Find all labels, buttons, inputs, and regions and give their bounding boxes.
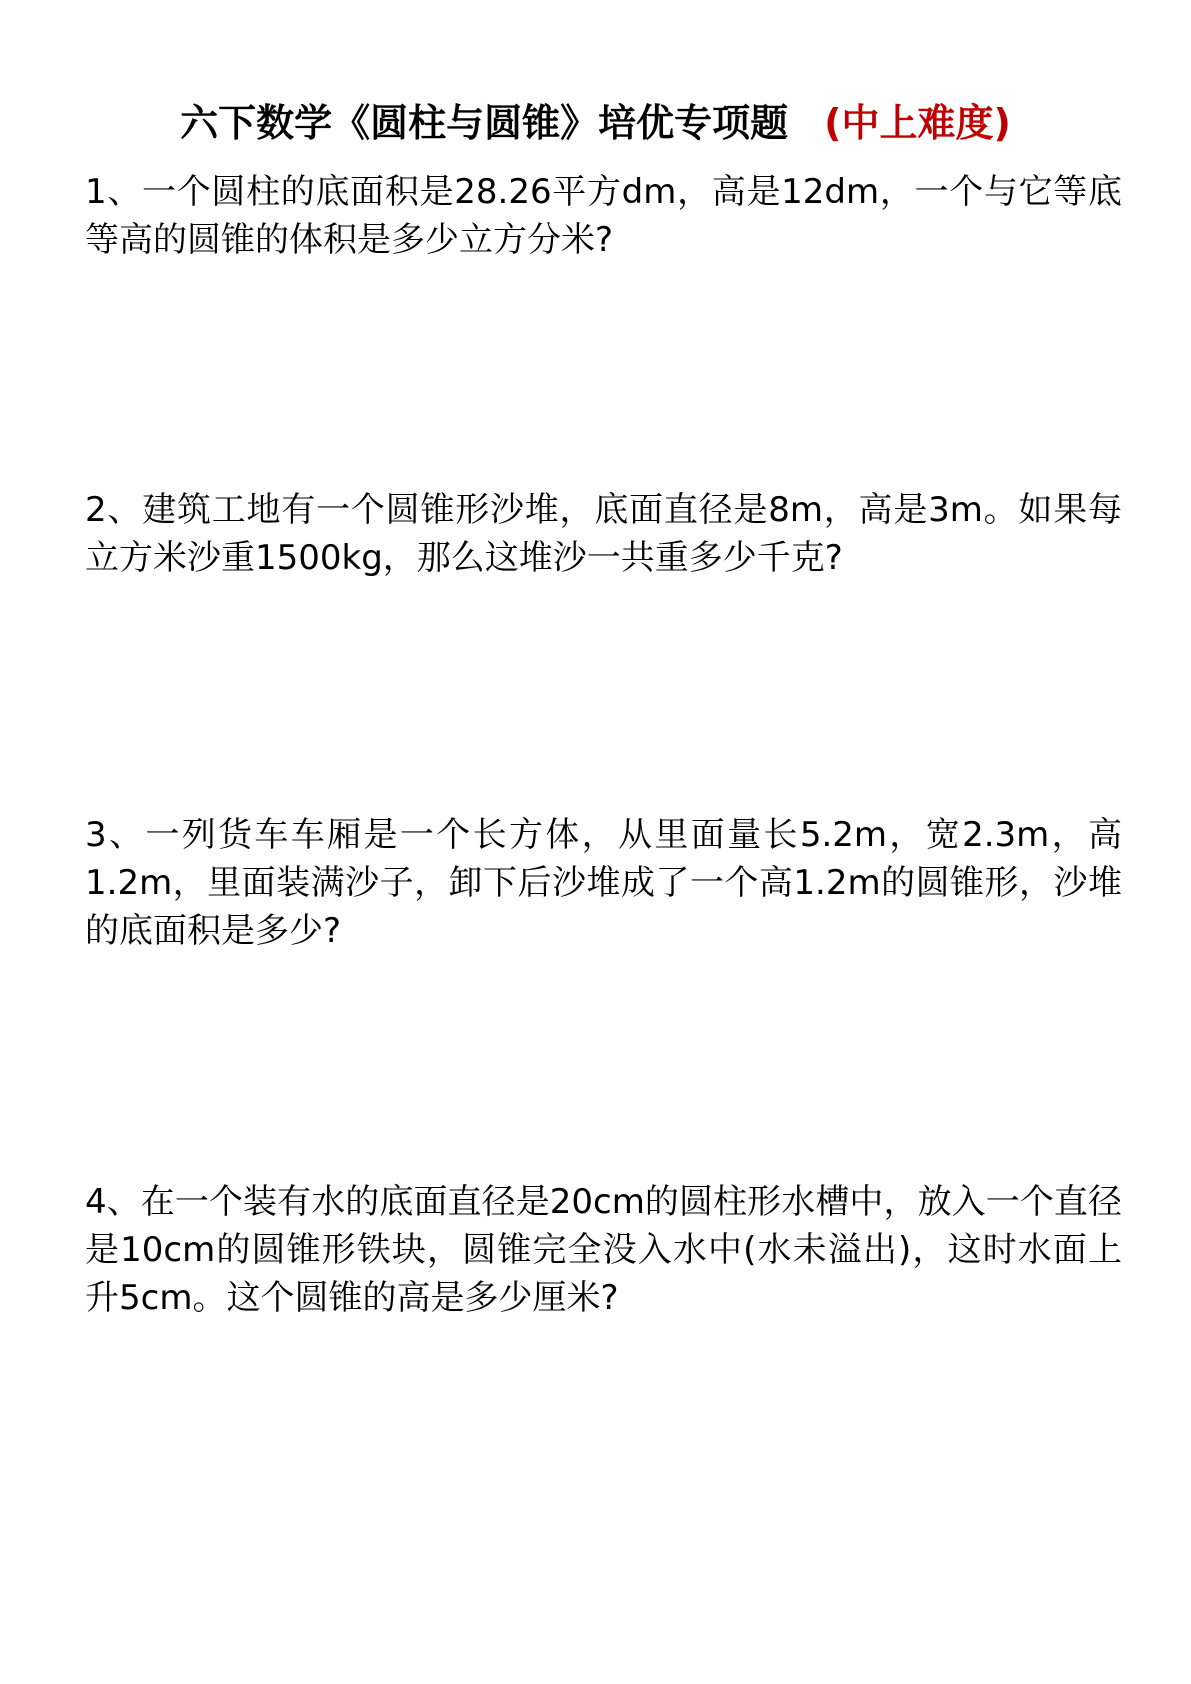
question-2: 2、建筑工地有一个圆锥形沙堆，底面直径是8m，高是3m。如果每立方米沙重1500kg，那么这堆沙一共重多少千克? bbox=[85, 490, 1122, 578]
question-1: 1、一个圆柱的底面积是28.26平方dm，高是12dm，一个与它等底等高的圆锥的体积是多少立方分米? bbox=[85, 172, 1122, 260]
question-4: 4、在一个装有水的底面直径是20cm的圆柱形水槽中，放入一个直径是10cm的圆锥形铁块，圆锥完全没入水中(水未溢出)，这时水面上升5cm。这个圆锥的高是多少厘米? bbox=[85, 1182, 1122, 1318]
question-3: 3、一列货车车厢是一个长方体，从里面量长5.2m，宽2.3m，高1.2m，里面装满沙子，卸下后沙堆成了一个高1.2m的圆锥形，沙堆的底面积是多少? bbox=[85, 815, 1122, 951]
title-main: 六下数学《圆柱与圆锥》培优专项题 bbox=[180, 101, 789, 145]
page-title bbox=[0, 92, 1191, 147]
difficulty-label: (中上难度) bbox=[824, 101, 1011, 145]
